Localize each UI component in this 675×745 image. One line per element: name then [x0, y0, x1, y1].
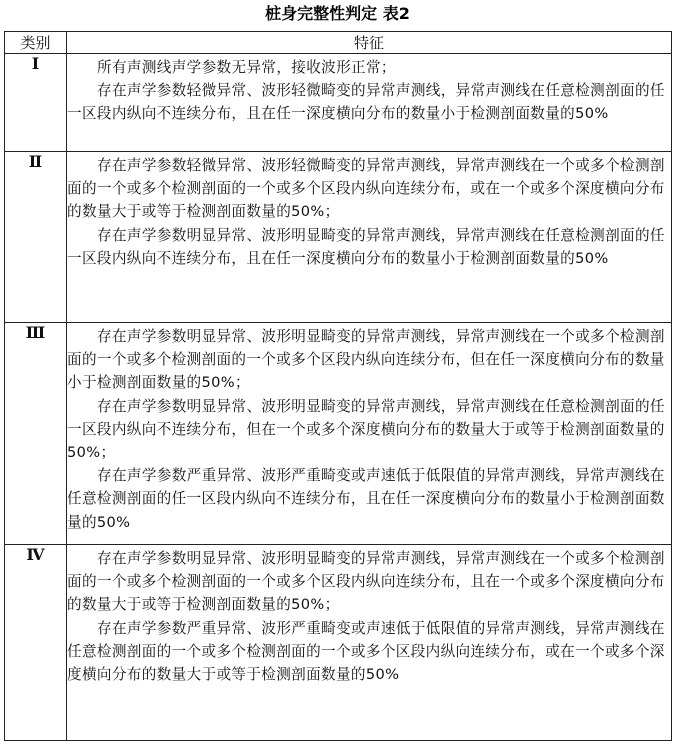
- feature-cell: [67, 323, 672, 545]
- feature-paragraph: 存在声学参数明显异常、波形明显畸变的异常声测线，异常声测线在一个或多个检测剖面的一个或多个检测剖面的一个或多个区段内纵向连续分布，但在任一深度横向分布的数量小于检测剖面数量的50%；: [67, 328, 665, 392]
- category-cell: Ⅳ: [5, 545, 67, 741]
- table-row: [5, 545, 672, 741]
- feature-cell: [67, 54, 672, 152]
- feature-paragraph: 存在声学参数明显异常、波形明显畸变的异常声测线，异常声测线在一个或多个检测剖面的一个或多个检测剖面的一个或多个区段内纵向连续分布，且在一个或多个深度横向分布的数量大于或等于检测剖面数量的50%；: [67, 550, 665, 614]
- feature-paragraph: 存在声学参数严重异常、波形严重畸变或声速低于低限值的异常声测线，异常声测线在任意检测剖面的一个或多个检测剖面的一个或多个区段内纵向连续分布，或在一个或多个深度横向分布的数量大于或等于检测剖面数量的50%: [67, 619, 665, 684]
- feature-cell: [67, 152, 672, 323]
- feature-cell: [67, 545, 672, 741]
- table-title: 桩身完整性判定 表2: [265, 4, 410, 23]
- header-category: 类别: [5, 32, 67, 54]
- category-cell: Ⅲ: [5, 323, 67, 545]
- category-cell: Ⅰ: [5, 54, 67, 152]
- integrity-table: [4, 31, 672, 741]
- category-cell: Ⅱ: [5, 152, 67, 323]
- feature-paragraph: 存在声学参数轻微异常、波形轻微畸变的异常声测线，异常声测线在一个或多个检测剖面的一个或多个检测剖面的一个或多个区段内纵向连续分布，或在一个或多个深度横向分布的数量大于或等于检测剖面数量的50%；: [67, 157, 665, 221]
- feature-paragraph: 所有声测线声学参数无异常，接收波形正常；: [97, 59, 396, 76]
- header-row: [5, 32, 672, 54]
- feature-paragraph: 存在声学参数轻微异常、波形轻微畸变的异常声测线，异常声测线在任意检测剖面的任一区段内纵向不连续分布，且在任一深度横向分布的数量小于检测剖面数量的50%: [67, 82, 665, 123]
- feature-paragraph: 存在声学参数明显异常、波形明显畸变的异常声测线，异常声测线在任意检测剖面的任一区段内纵向不连续分布，但在一个或多个深度横向分布的数量大于或等于检测剖面数量的50%；: [67, 397, 665, 462]
- feature-paragraph: 存在声学参数严重异常、波形严重畸变或声速低于低限值的异常声测线，异常声测线在任意检测剖面的任一区段内纵向不连续分布，且在任一深度横向分布的数量小于检测剖面数量的50%: [67, 467, 665, 531]
- table-row: [5, 54, 672, 152]
- table-row: [5, 323, 672, 545]
- table-row: [5, 152, 672, 323]
- header-feature: 特征: [67, 32, 672, 54]
- feature-paragraph: 存在声学参数明显异常、波形明显畸变的异常声测线，异常声测线在任意检测剖面的任一区段内纵向不连续分布，且在任一深度横向分布的数量小于检测剖面数量的50%: [67, 226, 665, 267]
